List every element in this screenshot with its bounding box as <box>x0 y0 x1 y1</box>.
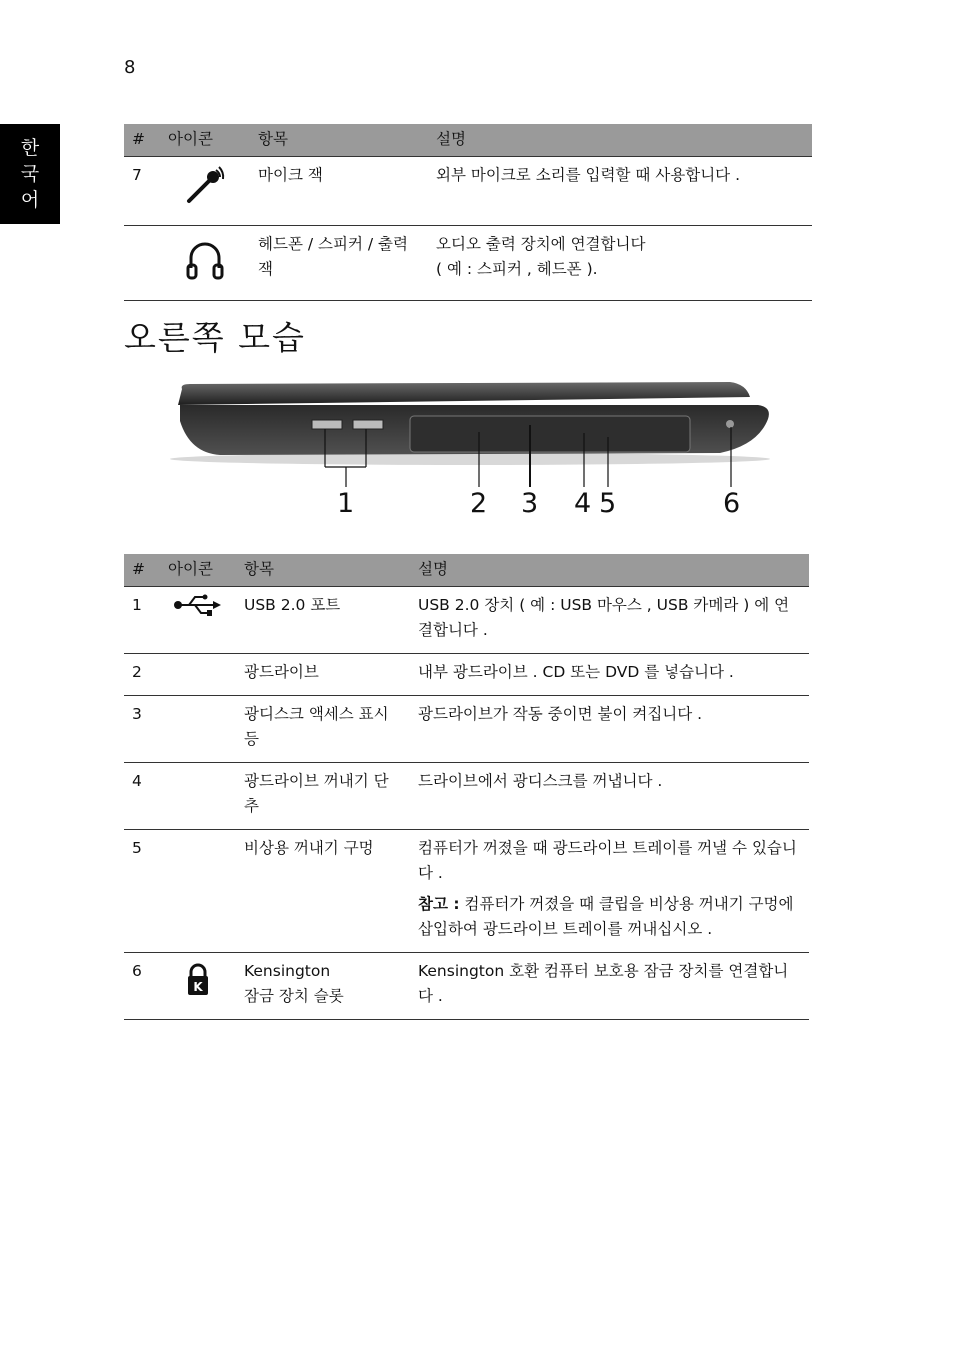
header-num: # <box>124 554 160 586</box>
header-icon: 아이콘 <box>160 554 236 586</box>
row-desc: 광드라이브가 작동 중이면 불이 켜집니다 . <box>410 695 809 762</box>
row-desc: Kensington 호환 컴퓨터 보호용 잠금 장치를 연결합니다 . <box>410 952 809 1019</box>
row-item-line: 잠금 장치 슬롯 <box>244 986 344 1005</box>
row-desc-line: ( 예 : 스피커 , 헤드폰 ). <box>436 259 598 278</box>
table-row <box>124 952 809 1019</box>
row-item-line: Kensington <box>244 961 331 980</box>
row-num: 6 <box>124 952 160 1019</box>
callout-2: 2 <box>470 488 488 519</box>
row-item <box>236 952 410 1019</box>
table-row <box>124 156 812 225</box>
row-note <box>418 892 801 942</box>
note-text: 컴퓨터가 꺼졌을 때 클립을 비상용 꺼내기 구멍에 삽입하여 광드라이브 트레이를 꺼내십시오 . <box>418 894 794 938</box>
row-num: 5 <box>124 829 160 952</box>
row-icon-cell <box>160 695 236 762</box>
row-icon-cell <box>160 653 236 695</box>
table-header-row <box>124 554 809 586</box>
microphone-icon <box>183 163 227 207</box>
ports-table-right <box>124 554 809 1020</box>
row-item: 비상용 꺼내기 구멍 <box>236 829 410 952</box>
header-item: 항목 <box>250 124 428 156</box>
row-icon-cell <box>160 225 250 300</box>
row-desc: USB 2.0 장치 ( 예 : USB 마우스 , USB 카메라 ) 에 연결합니다 . <box>410 586 809 653</box>
row-icon-cell <box>160 156 250 225</box>
row-num: 3 <box>124 695 160 762</box>
kensington-lock-icon <box>186 963 210 997</box>
callout-1: 1 <box>337 488 355 519</box>
row-icon-cell <box>160 762 236 829</box>
language-tab <box>0 124 60 224</box>
header-desc: 설명 <box>410 554 809 586</box>
row-icon-cell <box>160 952 236 1019</box>
table-row <box>124 695 809 762</box>
row-num: 2 <box>124 653 160 695</box>
svg-text:K: K <box>193 979 203 994</box>
row-desc-text: 컴퓨터가 꺼졌을 때 광드라이브 트레이를 꺼낼 수 있습니다 . <box>418 838 797 882</box>
row-item: 광드라이브 <box>236 653 410 695</box>
row-desc: 내부 광드라이브 . CD 또는 DVD 를 넣습니다 . <box>410 653 809 695</box>
row-desc: 드라이브에서 광디스크를 꺼냅니다 . <box>410 762 809 829</box>
row-item: 헤드폰 / 스피커 / 출력 잭 <box>250 225 428 300</box>
row-item: 마이크 잭 <box>258 165 323 184</box>
page-number: 8 <box>124 57 136 78</box>
header-desc: 설명 <box>428 124 812 156</box>
language-tab-char: 한 <box>20 137 40 159</box>
table-row <box>124 653 809 695</box>
row-num: 1 <box>124 586 160 653</box>
row-item: 광디스크 액세스 표시등 <box>236 695 410 762</box>
callout-6: 6 <box>723 488 741 519</box>
row-desc <box>428 225 812 300</box>
note-label: 참고 : <box>418 894 460 913</box>
row-num: 4 <box>124 762 160 829</box>
language-tab-char: 국 <box>20 163 40 185</box>
callout-4: 4 <box>574 488 592 519</box>
row-desc-line: 오디오 출력 장치에 연결합니다 <box>436 234 646 253</box>
callout-3: 3 <box>521 488 539 519</box>
row-icon-cell <box>160 829 236 952</box>
header-item: 항목 <box>236 554 410 586</box>
row-item: USB 2.0 포트 <box>236 586 410 653</box>
row-icon-cell <box>160 586 236 653</box>
table-row <box>124 586 809 653</box>
row-desc <box>410 829 809 952</box>
callout-5: 5 <box>599 488 617 519</box>
table-row <box>124 762 809 829</box>
header-num: # <box>124 124 160 156</box>
table-row <box>124 829 809 952</box>
language-tab-char: 어 <box>20 189 40 211</box>
headphones-icon <box>185 238 225 282</box>
usb-icon <box>173 593 223 617</box>
row-desc: 외부 마이크로 소리를 입력할 때 사용합니다 . <box>436 165 741 184</box>
table-row <box>124 225 812 300</box>
row-num: 7 <box>132 165 142 184</box>
ports-table-left <box>124 124 812 301</box>
table-header-row <box>124 124 812 156</box>
row-num <box>124 225 160 300</box>
header-icon: 아이콘 <box>160 124 250 156</box>
section-title: 오른쪽 모습 <box>124 318 306 357</box>
row-item: 광드라이브 꺼내기 단추 <box>236 762 410 829</box>
